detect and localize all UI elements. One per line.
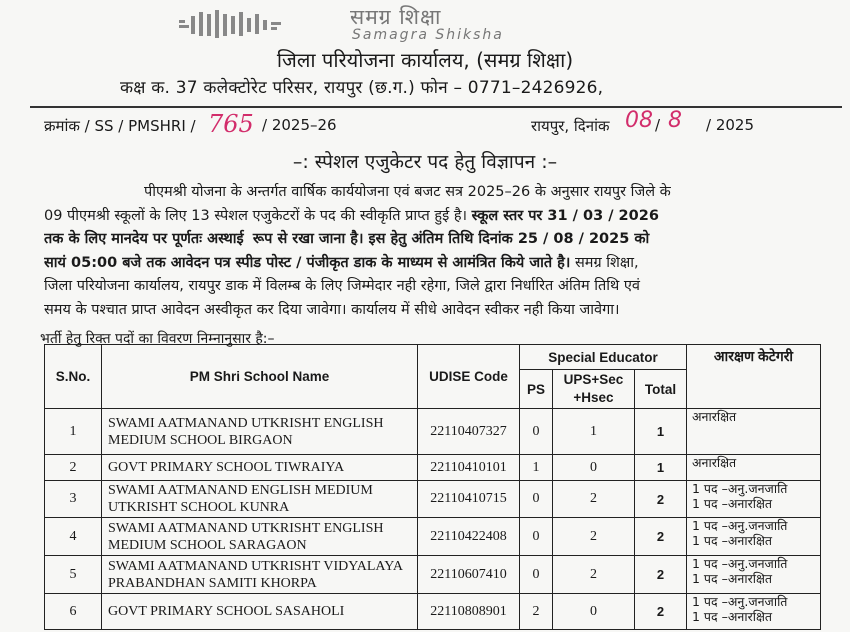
row-school-name: SWAMI AATMANAND ENGLISH MEDIUM UTKRISHT SCHOOL KUNRA — [102, 481, 418, 518]
table-row — [45, 594, 821, 630]
paragraph-line: समय के पश्चात प्राप्त आवेदन अस्वीकृत कर दिया जावेगा। कार्यालय में सीधे आवेदन स्वीकर नही किया जावेगा। — [44, 301, 620, 318]
table-header-row — [45, 345, 821, 370]
row-udise: 22110410715 — [418, 481, 520, 518]
row-ups: 2 — [553, 518, 635, 556]
table-row — [45, 409, 821, 455]
logo-english-text: Samagra Shiksha — [352, 27, 504, 43]
row-total: 1 — [635, 455, 687, 481]
row-sno: 6 — [45, 594, 102, 630]
row-category: 1 पद –अनु.जनजाति 1 पद –अनारक्षित — [687, 481, 821, 518]
row-sno: 1 — [45, 409, 102, 455]
date-day: 08 — [625, 108, 653, 133]
row-udise: 22110407327 — [418, 409, 520, 455]
row-sno: 5 — [45, 556, 102, 594]
letterhead-divider — [30, 106, 842, 108]
row-category: अनारक्षित — [687, 409, 821, 455]
paragraph-line: पीएमश्री योजना के अन्तर्गत वार्षिक कार्ययोजना एवं बजट सत्र 2025–26 के अनुसार रायपुर जिले के — [144, 184, 671, 200]
office-name: जिला परियोजना कार्यालय, (समग्र शिक्षा) — [276, 48, 574, 72]
row-sno: 4 — [45, 518, 102, 556]
samagra-shiksha-logo-icon — [175, 6, 295, 40]
row-udise: 22110808901 — [418, 594, 520, 630]
reference-suffix: / 2025–26 — [262, 116, 337, 134]
row-ups: 1 — [553, 409, 635, 455]
table-intro: भर्ती हेतु रिक्त पदों का विवरण निम्नानुसार है:– — [40, 331, 275, 347]
row-school-name: SWAMI AATMANAND UTKRISHT ENGLISH MEDIUM SCHOOL SARAGAON — [102, 518, 418, 556]
reference-number: 765 — [208, 110, 254, 138]
row-ps: 0 — [520, 409, 553, 455]
advertisement-paragraph — [44, 181, 821, 322]
row-category: 1 पद –अनु.जनजाति 1 पद –अनारक्षित — [687, 556, 821, 594]
row-total: 2 — [635, 556, 687, 594]
vacancy-table — [44, 344, 821, 630]
row-ups: 2 — [553, 481, 635, 518]
office-address: कक्ष क. 37 कलेक्टोरेट परिसर, रायपुर (छ.ग.) फोन – 0771–2426926, — [120, 78, 604, 98]
row-total: 2 — [635, 518, 687, 556]
header-udise: UDISE Code — [418, 345, 520, 409]
header-special-educator: Special Educator — [520, 345, 687, 370]
row-udise: 22110422408 — [418, 518, 520, 556]
row-sno: 2 — [45, 455, 102, 481]
page-title: –: स्पेशल एजुकेटर पद हेतु विज्ञापन :– — [292, 151, 558, 173]
row-category: अनारक्षित — [687, 455, 821, 481]
row-category: 1 पद –अनु.जनजाति 1 पद –अनारक्षित — [687, 594, 821, 630]
paragraph-line: तक के लिए मानदेय पर पूर्णतः अस्थाई रूप से रखा जाना है। इस हेतु अंतिम तिथि दिनांक 25 / 08 / 2025 को — [44, 231, 650, 247]
header-ps: PS — [520, 370, 553, 409]
date-year: / 2025 — [706, 116, 754, 134]
row-total: 1 — [635, 409, 687, 455]
paragraph-line: जिला परियोजना कार्यालय, रायपुर डाक में विलम्ब के लिए जिम्मेदार नही रहेगा, जिले द्वारा निर्धारित अंतिम तिथि एवं — [44, 278, 640, 294]
row-school-name: SWAMI AATMANAND UTKRISHT VIDYALAYA PRABANDHAN SAMITI KHORPA — [102, 556, 418, 594]
row-udise: 22110607410 — [418, 556, 520, 594]
logo-hindi-text: समग्र शिक्षा — [350, 5, 442, 29]
header-school-name: PM Shri School Name — [102, 345, 418, 409]
row-school-name: SWAMI AATMANAND UTKRISHT ENGLISH MEDIUM SCHOOL BIRGAON — [102, 409, 418, 455]
row-ps: 2 — [520, 594, 553, 630]
row-sno: 3 — [45, 481, 102, 518]
row-ps: 0 — [520, 518, 553, 556]
header-ups: UPS+Sec +Hsec — [553, 370, 635, 409]
row-ps: 0 — [520, 556, 553, 594]
place-date-label: रायपुर, दिनांक — [531, 117, 610, 135]
table-row — [45, 481, 821, 518]
row-ps: 1 — [520, 455, 553, 481]
row-ups: 0 — [553, 594, 635, 630]
row-ups: 2 — [553, 556, 635, 594]
row-total: 2 — [635, 594, 687, 630]
reference-prefix: क्रमांक / SS / PMSHRI / — [44, 117, 196, 135]
header-sno: S.No. — [45, 345, 102, 409]
row-udise: 22110410101 — [418, 455, 520, 481]
row-category: 1 पद –अनु.जनजाति 1 पद –अनारक्षित — [687, 518, 821, 556]
table-row — [45, 518, 821, 556]
table-row — [45, 556, 821, 594]
row-school-name: GOVT PRIMARY SCHOOL TIWRAIYA — [102, 455, 418, 481]
header-total: Total — [635, 370, 687, 409]
row-ps: 0 — [520, 481, 553, 518]
row-total: 2 — [635, 481, 687, 518]
paragraph-line: 09 पीएमश्री स्कूलों के लिए 13 स्पेशल एजुकेटरों के पद की स्वीकृति प्राप्त हुई है। स्कूल स्तर पर 31 / 03 / 2026 — [44, 207, 659, 224]
row-school-name: GOVT PRIMARY SCHOOL SASAHOLI — [102, 594, 418, 630]
date-month: 8 — [668, 108, 682, 133]
paragraph-line: सायं 05:00 बजे तक आवेदन पत्र स्पीड पोस्ट / पंजीकृत डाक के माध्यम से आमंत्रित किये जाते है। समग्र शिक्षा, — [44, 254, 639, 271]
row-ups: 0 — [553, 455, 635, 481]
table-row — [45, 455, 821, 481]
header-category: आरक्षण केटेगरी — [687, 345, 821, 409]
